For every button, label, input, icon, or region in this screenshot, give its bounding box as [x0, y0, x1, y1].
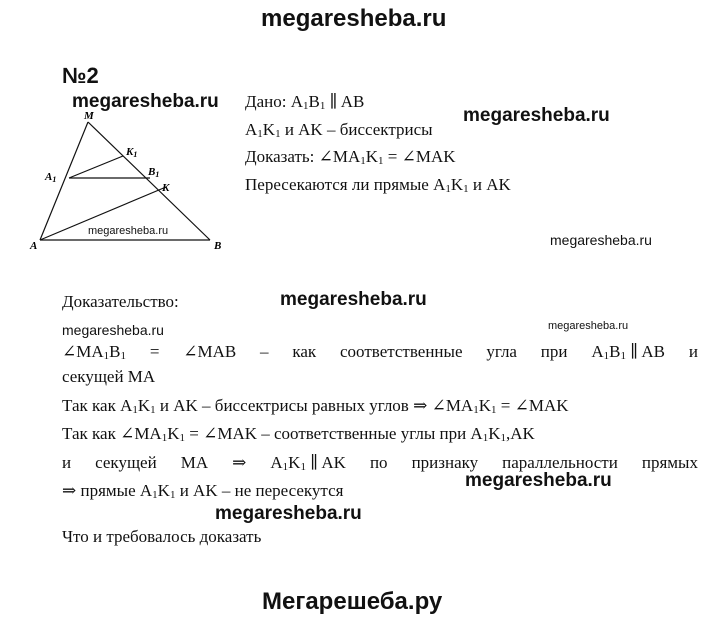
watermark-proof-right: megaresheba.ru — [548, 320, 629, 332]
given-line-3: Доказать: $\angle MA_1K_1$ = ∠MAK — [245, 147, 456, 167]
proof-line-5: ⇒ прямые $A_1K_1$ и AK – не пересекутся — [62, 481, 344, 501]
given-line-2: $A_1K_1$ и AK – биссектрисы — [245, 120, 433, 140]
label-k1: K1 — [126, 146, 138, 159]
label-b: B — [214, 240, 222, 252]
side-mb — [88, 122, 210, 240]
label-a1: A1 — [45, 171, 57, 184]
proof-heading: Доказательство: — [62, 292, 179, 311]
watermark-footer: Мегарешеба.ру — [262, 588, 443, 615]
watermark-proof-left: megaresheba.ru — [62, 322, 164, 338]
proof-line-3: Так как $\angle MA_1K_1$ = ∠MAK – соответственные углы при $A_1K_1,AK$ — [62, 424, 535, 444]
watermark-given-right: megaresheba.ru — [463, 105, 610, 126]
given-line-1: Дано: $A_1B_1$ ∥ AB — [245, 92, 365, 112]
watermark-lower-right: megaresheba.ru — [465, 470, 612, 491]
label-b1: B1 — [148, 166, 160, 179]
watermark-proof-center: megaresheba.ru — [280, 289, 427, 310]
label-m: M — [84, 110, 94, 122]
proof-line-2: Так как $A_1K_1$ и AK – биссектрисы равных углов ⇒ $\angle MA_1K_1$ = ∠MAK — [62, 396, 569, 416]
watermark-top: megaresheba.ru — [261, 5, 447, 32]
watermark-lower-center: megaresheba.ru — [215, 503, 362, 524]
proof-line-1-cont: секущей MA — [62, 367, 156, 386]
label-k: K — [162, 182, 170, 194]
proof-line-4: и секущей MA ⇒ $A_1K_1$ ∥ AK по признаку параллельности прямых — [62, 453, 698, 473]
proof-line-1: $\angle MA_1B_1$ = ∠MAB – как соответственные угла при $A_1B_1$ ∥ AB и — [62, 342, 698, 362]
bisector-a1k1 — [69, 156, 123, 178]
problem-number: №2 — [62, 63, 99, 88]
label-a: A — [30, 240, 38, 252]
watermark-figure-right: megaresheba.ru — [550, 232, 652, 248]
given-line-4: Пересекаются ли прямые $A_1K_1$ и AK — [245, 175, 511, 195]
conclusion: Что и требовалось доказать — [62, 527, 262, 546]
watermark-figure-inner: megaresheba.ru — [88, 225, 169, 237]
watermark-given-left: megaresheba.ru — [72, 91, 219, 112]
